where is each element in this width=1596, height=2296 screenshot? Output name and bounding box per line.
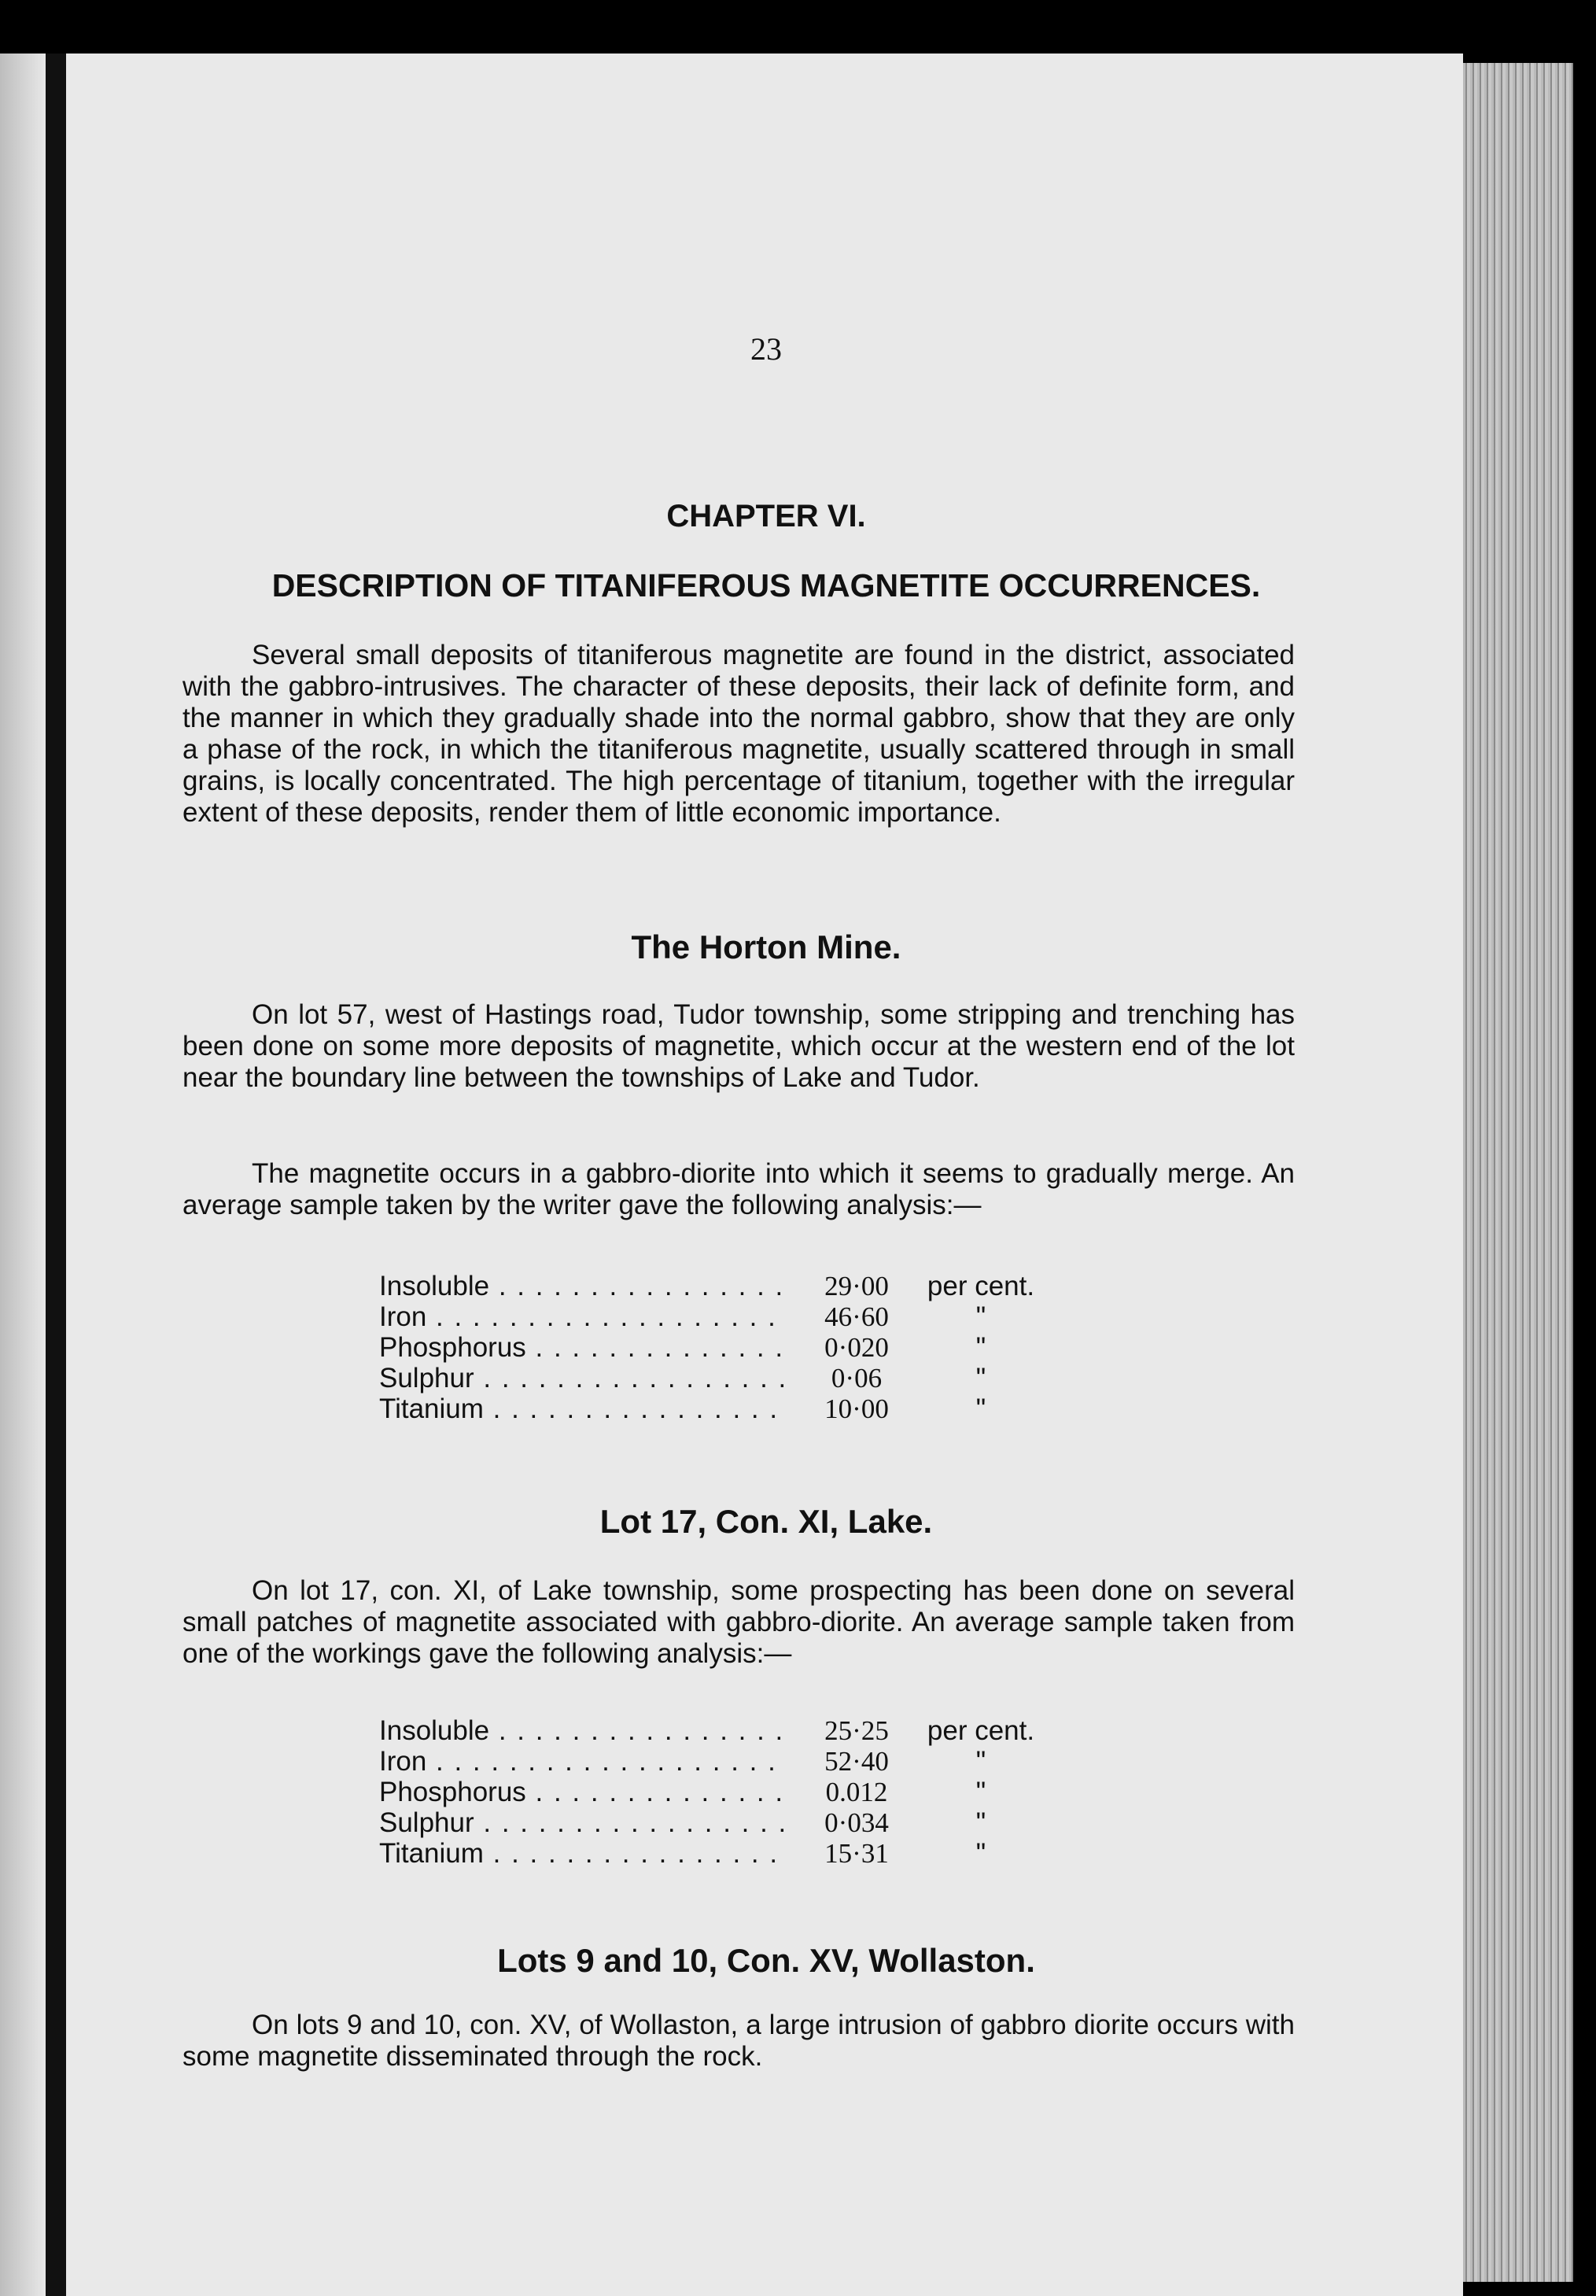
intro-paragraph: Several small deposits of titaniferous magnetite are found in the district, associated with the gabbro-intrusives. The character of these deposits, their lack of definite form, and the manner in which they gradually shade into the normal gabbro, show that they are only a phase of the rock, in which the titaniferous magnetite, usually scattered through in small grains, is locally concentrated. The high percentage of titanium, together with the irregular extent of these deposits, render them of little economic importance. bbox=[182, 640, 1295, 828]
analysis-element: Iron . . . bbox=[379, 1301, 788, 1332]
analysis-row bbox=[379, 1746, 1134, 1777]
analysis-element: Sulphur . . . bbox=[379, 1807, 788, 1838]
document-page bbox=[66, 54, 1463, 2296]
analysis-row bbox=[379, 1777, 1134, 1807]
analysis-value: 52·40 bbox=[824, 1746, 889, 1777]
analysis-unit: per cent. bbox=[927, 1271, 1035, 1301]
analysis-unit: " bbox=[975, 1777, 986, 1807]
analysis-unit: " bbox=[975, 1838, 986, 1869]
section-paragraph: On lots 9 and 10, con. XV, of Wollaston, a large intrusion of gabbro diorite occurs with some magnetite disseminated through the rock. bbox=[182, 2010, 1295, 2072]
section-heading-horton-mine: The Horton Mine. bbox=[631, 928, 901, 965]
analysis-value: 25·25 bbox=[824, 1715, 889, 1746]
analysis-row bbox=[379, 1363, 1134, 1393]
analysis-element: Phosphorus . . . bbox=[379, 1332, 788, 1363]
section-heading-lot-17: Lot 17, Con. XI, Lake. bbox=[599, 1503, 933, 1540]
analysis-element: Titanium . . . bbox=[379, 1393, 788, 1424]
analysis-value: 29·00 bbox=[824, 1271, 889, 1301]
analysis-value: 0·034 bbox=[824, 1807, 889, 1838]
analysis-unit: " bbox=[975, 1393, 986, 1424]
analysis-table-lot-17 bbox=[379, 1715, 1134, 1869]
section-paragraph: The magnetite occurs in a gabbro-diorite into which it seems to gradually merge. An average sample taken by the writer gave the following analysis:— bbox=[182, 1158, 1295, 1220]
left-page-edge bbox=[0, 54, 46, 2296]
chapter-heading: CHAPTER VI. bbox=[666, 499, 866, 533]
analysis-value: 0.012 bbox=[825, 1777, 888, 1807]
analysis-unit: " bbox=[975, 1332, 986, 1363]
analysis-value: 46·60 bbox=[824, 1301, 889, 1332]
binding-shadow bbox=[46, 54, 66, 2296]
analysis-unit: " bbox=[975, 1746, 986, 1777]
section-heading-lots-9-10: Lots 9 and 10, Con. XV, Wollaston. bbox=[497, 1942, 1035, 1979]
analysis-unit: " bbox=[975, 1363, 986, 1393]
section-paragraph: On lot 57, west of Hastings road, Tudor township, some stripping and trenching has been done on some more deposits of magnetite, which occur at the western end of the lot near the boundary line between the townships of Lake and Tudor. bbox=[182, 999, 1295, 1093]
analysis-element: Insoluble . . . bbox=[379, 1271, 788, 1301]
analysis-element: Phosphorus . . . bbox=[379, 1777, 788, 1807]
analysis-row bbox=[379, 1393, 1134, 1424]
analysis-row bbox=[379, 1838, 1134, 1869]
analysis-unit: " bbox=[975, 1807, 986, 1838]
analysis-element: Insoluble . . . bbox=[379, 1715, 788, 1746]
analysis-element: Sulphur . . . bbox=[379, 1363, 788, 1393]
page-number: 23 bbox=[750, 331, 782, 367]
analysis-value: 0·06 bbox=[831, 1363, 883, 1393]
analysis-row bbox=[379, 1715, 1134, 1746]
right-page-stack bbox=[1463, 63, 1573, 2282]
analysis-value: 0·020 bbox=[824, 1332, 889, 1363]
analysis-element: Titanium . . . bbox=[379, 1838, 788, 1869]
analysis-row bbox=[379, 1807, 1134, 1838]
analysis-row bbox=[379, 1332, 1134, 1363]
analysis-value: 15·31 bbox=[824, 1838, 889, 1869]
analysis-unit: per cent. bbox=[927, 1715, 1035, 1746]
analysis-value: 10·00 bbox=[824, 1393, 889, 1424]
analysis-row bbox=[379, 1301, 1134, 1332]
analysis-table-horton bbox=[379, 1271, 1134, 1424]
analysis-element: Iron . . . bbox=[379, 1746, 788, 1777]
chapter-title: DESCRIPTION OF TITANIFEROUS MAGNETITE OCCURRENCES. bbox=[271, 567, 1261, 604]
section-paragraph: On lot 17, con. XI, of Lake township, some prospecting has been done on several small patches of magnetite associated with gabbro-diorite. An average sample taken from one of the workings gave the following analysis:— bbox=[182, 1575, 1295, 1669]
analysis-row bbox=[379, 1271, 1134, 1301]
analysis-unit: " bbox=[975, 1301, 986, 1332]
